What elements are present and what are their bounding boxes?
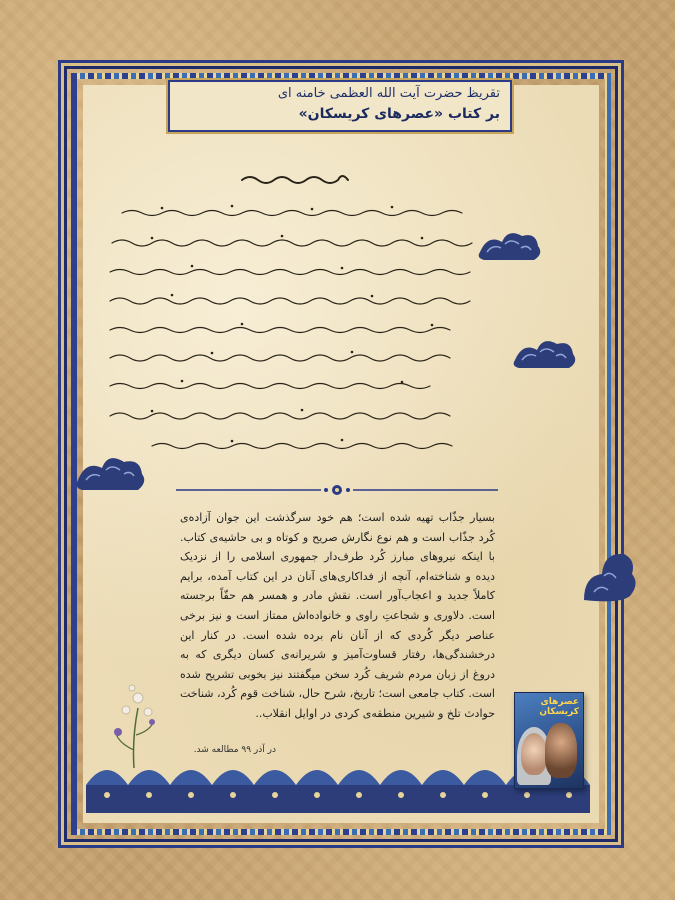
hw-line-1 [122, 211, 462, 216]
basmala-stroke [242, 176, 348, 183]
hw-line-2 [112, 240, 472, 246]
hw-line-5 [110, 328, 450, 333]
title-line-2: بر کتاب «عصرهای کریسکان» [298, 106, 500, 122]
cloud-ornament-right-top [475, 222, 545, 268]
handwritten-letter [92, 168, 490, 468]
book-cover-image [514, 692, 584, 789]
hw-line-3 [110, 270, 470, 275]
hw-line-9 [152, 444, 452, 449]
cloud-ornament-right-middle [510, 330, 580, 376]
hw-line-7 [110, 384, 430, 389]
cloud-ornament-right-lower [574, 540, 638, 610]
book-cover-title: عصرهای کریسکان [539, 697, 579, 717]
title-box [168, 80, 512, 132]
transcription-text: بسیار جذّاب تهیه شده است؛ هم خود سرگذشت این جوان آزاده‌ی کُرد جذّاب است و هم نوع نگارش صریح و کوتاه و بی حاشیه‌ی کتاب. با اینکه نیروهای مبارز کُرد طرف‌دار جمهوری اسلامی را از نزدیک دیده و شناخته‌ام، آنچه از فداکاری‌های آنان در این کتاب آمده، برایم کاملاً جدید و اعجاب‌آور است. نقش مادر و همسر هم حقّاً برجسته است. دلاوری و شجاعتِ راوی و خانواده‌اش ممتاز است و نیز برخی عناصر دیگر کُردی که از آنان نام برده شده است. در کنار این درخشندگی‌ها، رفتار قساوت‌آمیز و شریرانه‌ی کسان دیگری که به دروغ از زبان مردم شریف کُرد سخن میگفتند نیز بخوبی تشریح شده است. کتاب جامعی است؛ تاریخ، شرح حال، شناخت قوم کُرد، شناخت حوادث تلخ و شیرین منطقه‌ی کردی در اوایل انقلاب.. [180, 511, 495, 720]
hw-line-8 [110, 413, 450, 419]
book-cover-face-woman [521, 733, 547, 775]
cloud-ornament-left [74, 446, 152, 496]
book-cover-face-man [545, 723, 577, 778]
handwriting-svg [92, 168, 490, 468]
date-line: در آذر ۹۹ مطالعه شد. [193, 745, 276, 755]
hw-line-6 [110, 355, 450, 361]
ornament-divider [176, 485, 498, 495]
hw-line-4 [110, 298, 470, 304]
title-line-1: تقریظ حضرت آیت الله العظمی خامنه ای [277, 86, 500, 101]
